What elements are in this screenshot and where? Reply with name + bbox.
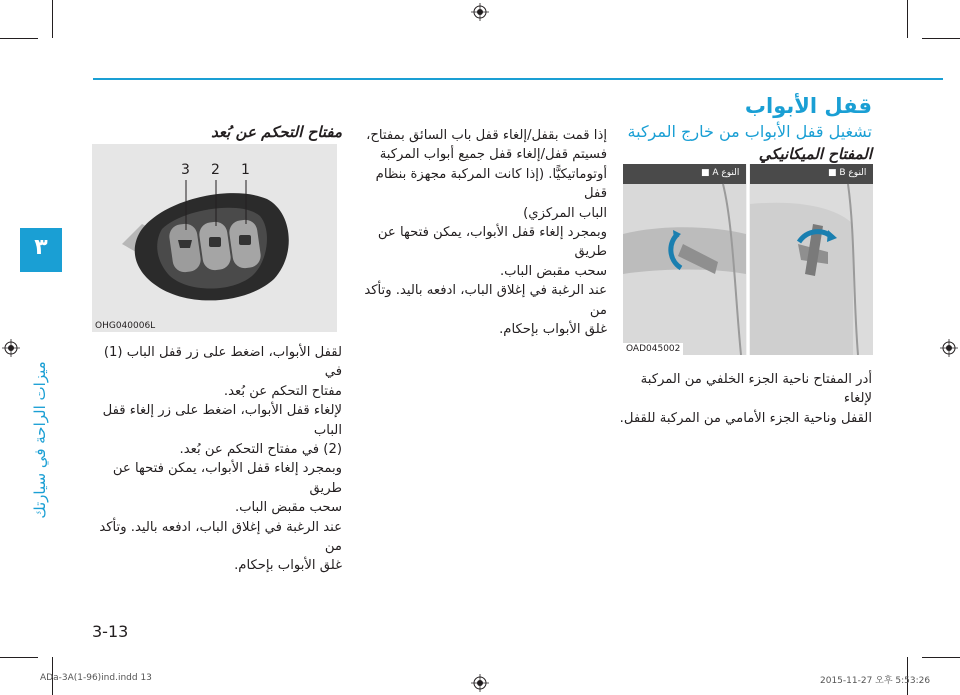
text-line: الباب المركزي) — [523, 205, 607, 221]
registration-mark-icon — [471, 674, 489, 692]
text-line: سحب مقبض الباب. — [234, 500, 342, 516]
registration-mark-icon — [940, 339, 958, 357]
text-line: عند الرغبة في إغلاق الباب، ادفعه باليد. وتأكد من — [99, 519, 342, 555]
footer-file: ADa-3A(1-96)ind.indd 13 — [40, 673, 152, 683]
middle-body-text — [357, 126, 607, 339]
subsubsection-heading: المفتاح الميكانيكي — [758, 145, 872, 163]
text-line: القفل وناحية الجزء الأمامي من المركبة للقفل. — [619, 410, 872, 426]
text-line: وبمجرد إلغاء قفل الأبواب، يمكن فتحها عن طريق — [112, 461, 342, 496]
door-key-photo — [623, 164, 873, 355]
text-line: أوتوماتيكيًّا. (إذا كانت المركبة مجهزة بنظام قفل — [375, 166, 607, 202]
subsection-heading: تشغيل قفل الأبواب من خارج المركبة — [627, 122, 872, 141]
figure-code: OHG040006L — [95, 321, 156, 331]
remote-key-photo — [92, 144, 337, 332]
left-body-text — [612, 370, 872, 428]
crop-mark — [907, 0, 908, 38]
registration-mark-icon — [471, 3, 489, 21]
text-line: لإلغاء قفل الأبواب، اضغط على زر إلغاء قفل الباب — [102, 403, 342, 438]
crop-mark — [0, 657, 38, 658]
text-line: غلق الأبواب بإحكام. — [234, 558, 342, 574]
section-heading: قفل الأبواب — [744, 94, 872, 118]
callout-3: 3 — [181, 162, 190, 178]
callout-2: 2 — [211, 162, 220, 178]
header-rule — [93, 78, 943, 80]
crop-mark — [922, 38, 960, 39]
type-b-label: النوع B ■ — [828, 168, 867, 178]
text-line: وبمجرد إلغاء قفل الأبواب، يمكن فتحها عن طريق — [377, 225, 607, 260]
text-line: (2) في مفتاح التحكم عن بُعد. — [179, 442, 342, 458]
type-a-label: النوع A ■ — [701, 168, 740, 178]
remote-key-heading: مفتاح التحكم عن بُعد — [211, 123, 342, 141]
right-body-text — [92, 343, 342, 576]
chapter-title: ميزات الراحة في سيارتك — [31, 361, 49, 519]
text-line: عند الرغبة في إغلاق الباب، ادفعه باليد. وتأكد من — [364, 283, 607, 318]
text-line: مفتاح التحكم عن بُعد. — [223, 383, 342, 399]
text-line: غلق الأبواب بإحكام. — [499, 322, 607, 338]
text-line: أدر المفتاح ناحية الجزء الخلفي من المركبة لإلغاء — [640, 372, 872, 407]
crop-mark — [922, 657, 960, 658]
text-line: إذا قمت بقفل/إلغاء قفل باب السائق بمفتاح، — [366, 128, 607, 143]
text-line: فسيتم قفل/إلغاء قفل جميع أبواب المركبة — [379, 147, 607, 163]
page-number: 3-13 — [92, 622, 129, 641]
text-line: سحب مقبض الباب. — [499, 263, 607, 279]
chapter-number-tab: ٣ — [20, 228, 62, 272]
registration-mark-icon — [2, 339, 20, 357]
footer-timestamp: 2015-11-27 오후 5:53:26 — [820, 676, 931, 686]
crop-mark — [0, 38, 38, 39]
text-line: لقفل الأبواب، اضغط على زر قفل الباب (1) في — [103, 345, 342, 380]
figure-code: OAD045002 — [623, 343, 683, 355]
crop-mark — [52, 0, 53, 38]
callout-1: 1 — [241, 162, 250, 178]
